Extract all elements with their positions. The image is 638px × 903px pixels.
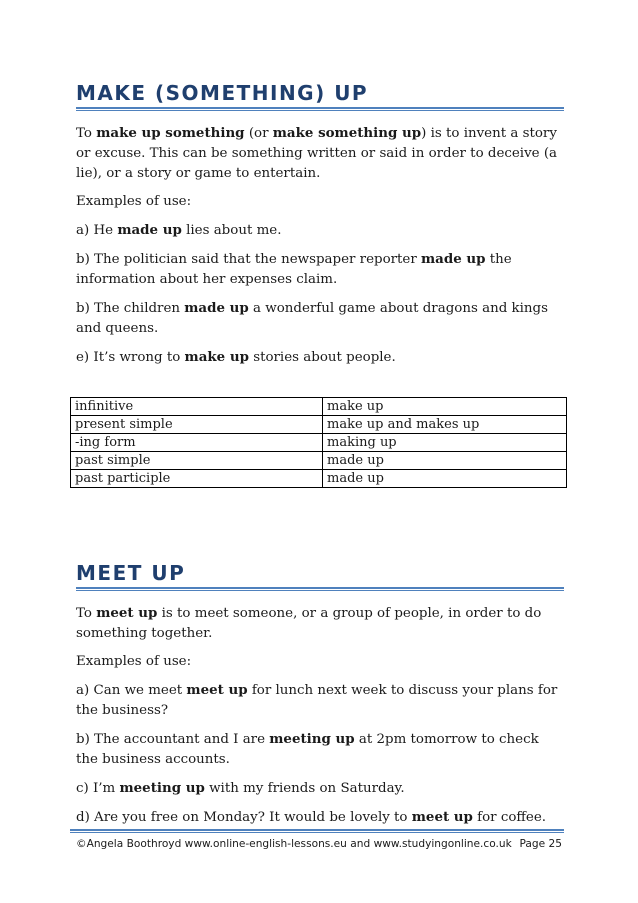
page-number: Page 25: [519, 838, 562, 850]
table-cell: infinitive: [71, 398, 323, 416]
example-item: b) The children made up a wonderful game about dragons and kings and queens.: [76, 300, 548, 336]
table-row: [71, 398, 567, 416]
example-item: a) He made up lies about me.: [76, 222, 282, 238]
page-footer: [76, 838, 562, 850]
section-heading: MEET UP: [76, 561, 186, 585]
footer-credit: ©Angela Boothroyd www.online-english-lessons.eu and www.studyingonline.co.uk: [76, 838, 512, 850]
footer-rule: [70, 829, 564, 833]
definition-paragraph: To make up something (or make something up) is to invent a story or excuse. This can be something written or said in order to deceive (a lie), or a story or game to entertain.: [76, 125, 558, 181]
section-make-something-up: [76, 80, 564, 368]
example-item: a) Can we meet meet up for lunch next week to discuss your plans for the business?: [76, 682, 558, 718]
table-cell: past simple: [71, 452, 323, 470]
table-cell: made up: [323, 470, 567, 488]
table-cell: make up and makes up: [323, 416, 567, 434]
examples-label: Examples of use:: [76, 194, 192, 209]
table-cell: past participle: [71, 470, 323, 488]
table-cell: present simple: [71, 416, 323, 434]
table-row: [71, 470, 567, 488]
examples-label: Examples of use:: [76, 654, 192, 669]
table-row: [71, 434, 567, 452]
example-item: c) I’m meeting up with my friends on Saturday.: [76, 780, 405, 796]
table-row: [71, 452, 567, 470]
table-cell: made up: [323, 452, 567, 470]
verb-forms-table: [70, 397, 567, 488]
example-item: d) Are you free on Monday? It would be lovely to meet up for coffee.: [76, 809, 547, 825]
table-row: [71, 416, 567, 434]
example-item: b) The politician said that the newspaper reporter made up the information about her expenses claim.: [76, 251, 512, 287]
section-heading: MAKE (SOMETHING) UP: [76, 81, 369, 105]
table-cell: making up: [323, 434, 567, 452]
section-meet-up: [76, 560, 564, 828]
example-item: b) The accountant and I are meeting up at 2pm tomorrow to check the business accounts.: [76, 731, 539, 767]
definition-paragraph: To meet up is to meet someone, or a group of people, in order to do something together.: [76, 605, 542, 641]
example-item: e) It’s wrong to make up stories about people.: [76, 349, 396, 365]
table-cell: make up: [323, 398, 567, 416]
table-cell: -ing form: [71, 434, 323, 452]
